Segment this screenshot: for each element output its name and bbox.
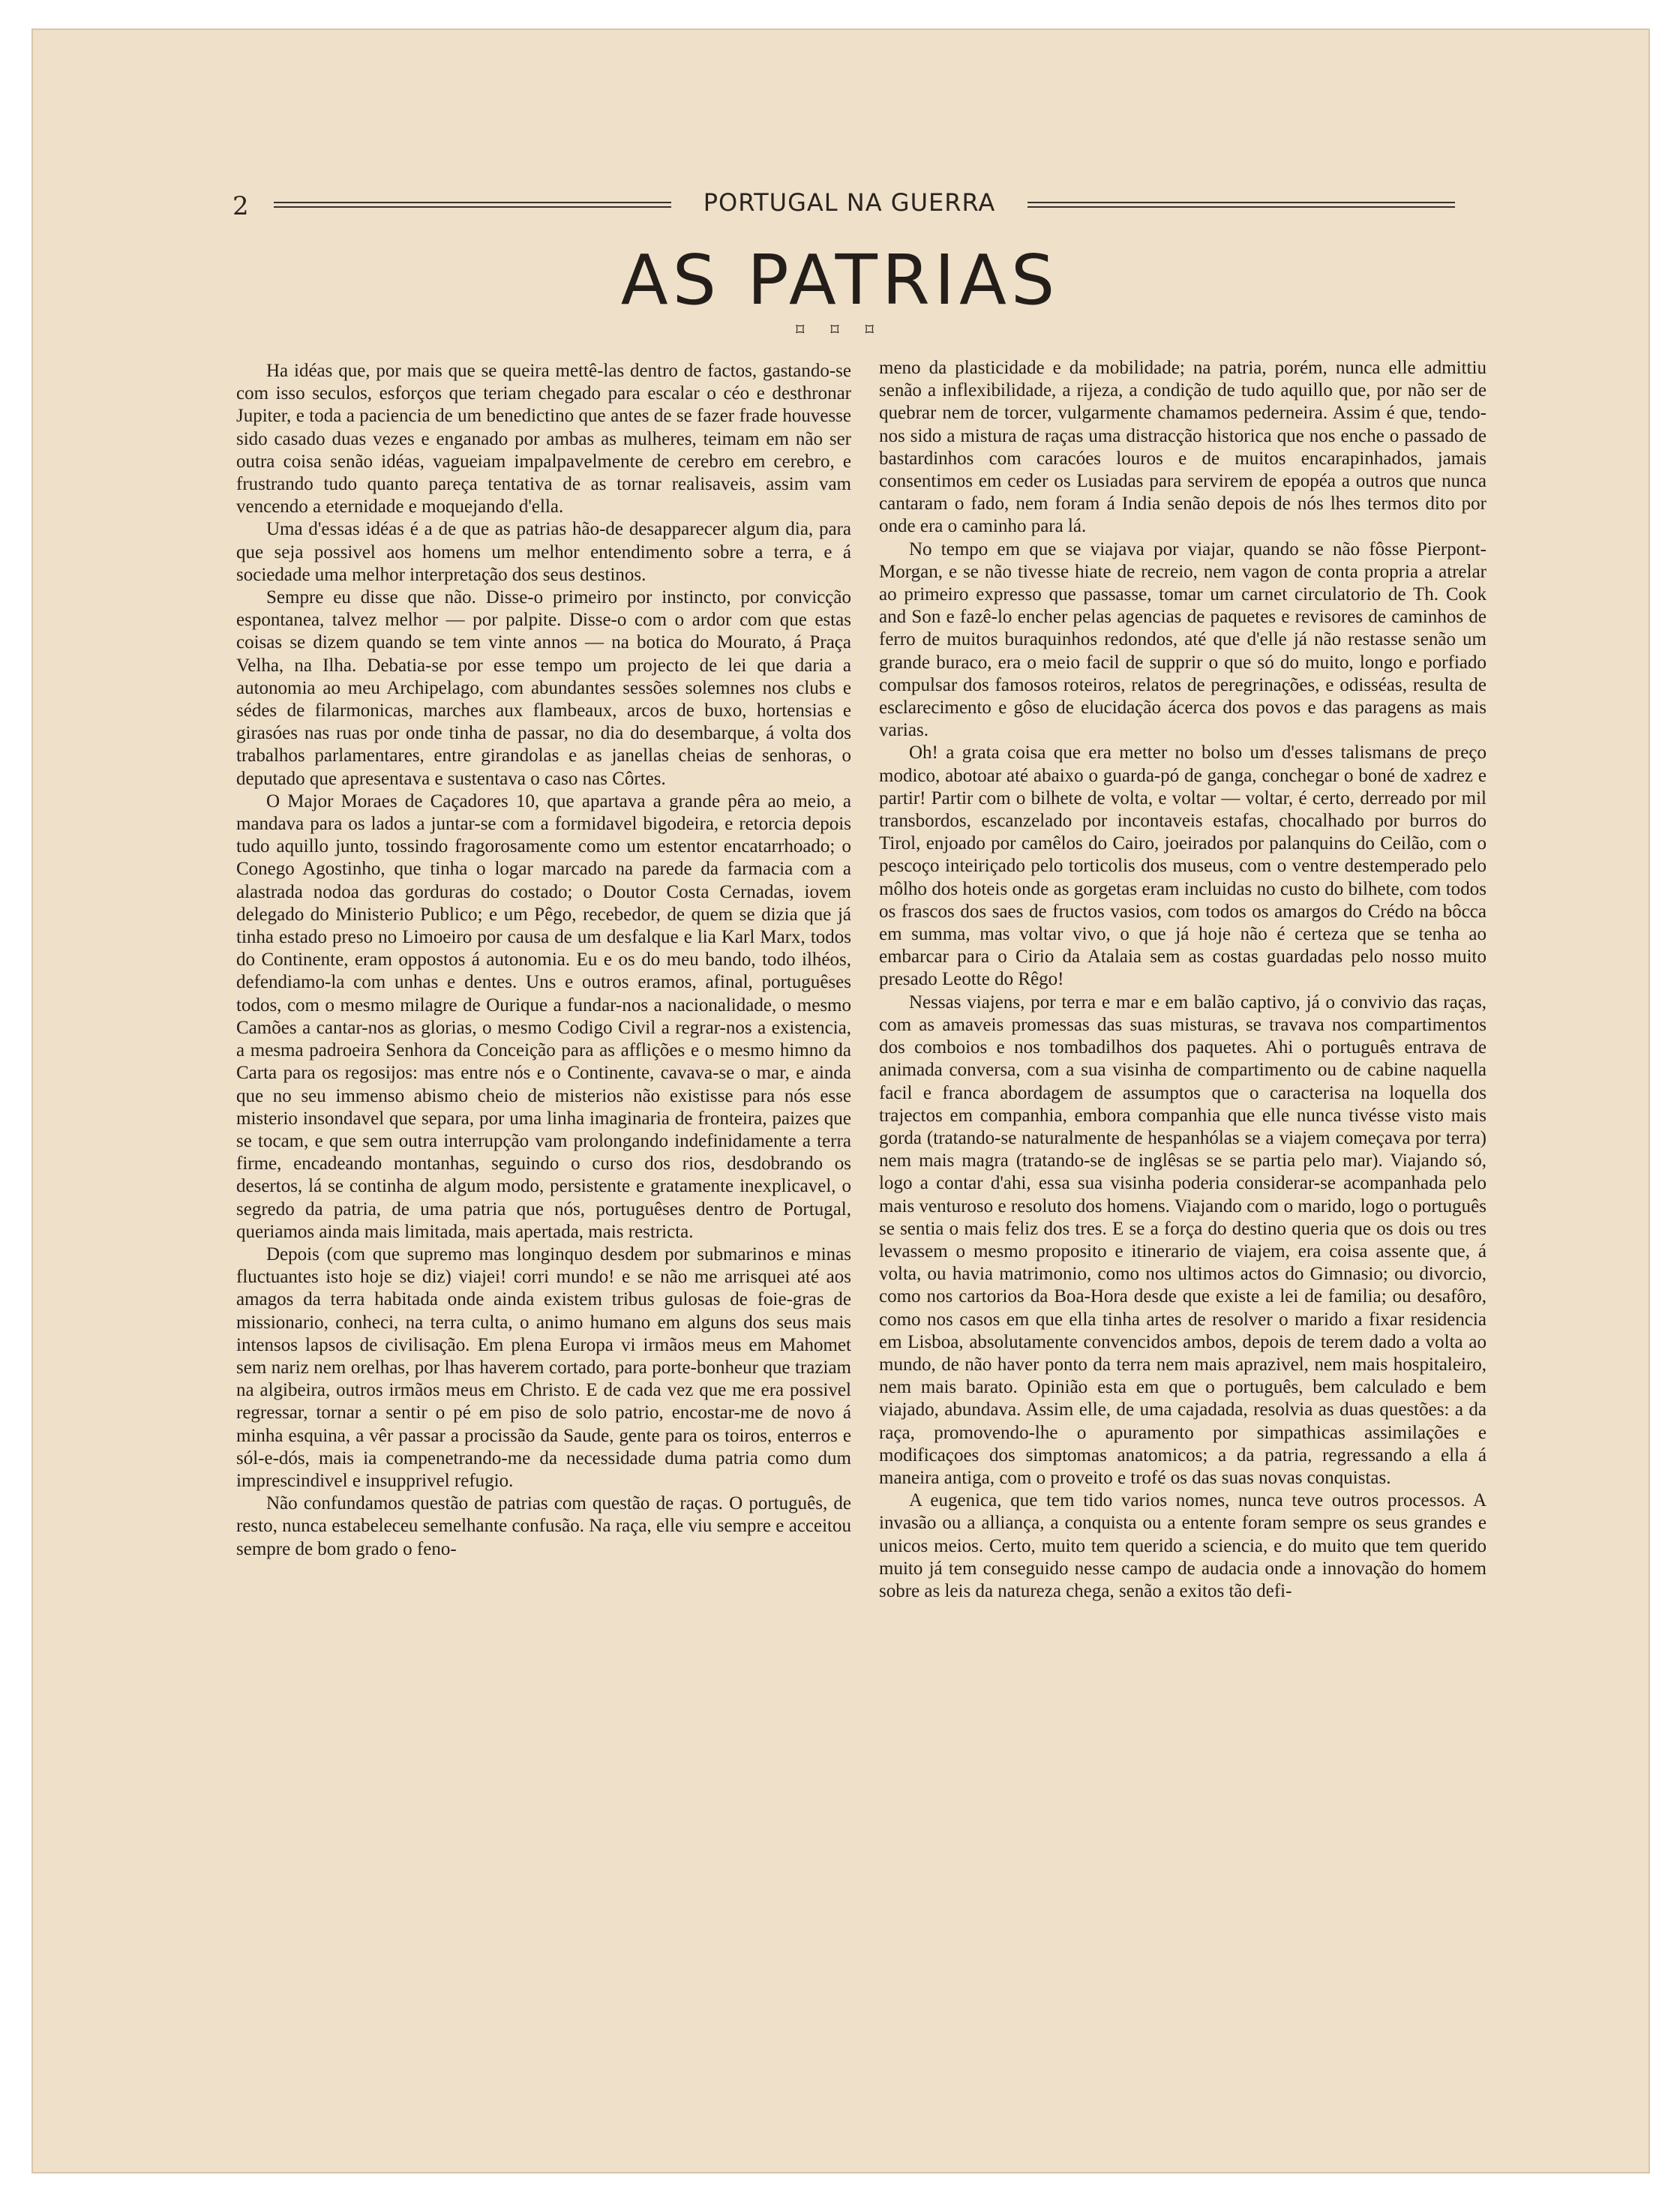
paragraph: No tempo em que se viajava por viajar, quando se não fôsse Pierpont-Morgan, e se não tivesse hiate de recreio, nem vagon de conta propria a atrelar ao primeiro expresso que passasse, tomar um carnet circulatorio de Th. Cook and Son e fazê-lo encher pelas agencias de paquetes e revisores de caminhos de ferro de muitos buraquinhos redondos, até que d'elle já não restasse senão um grande buraco, era o meio facil de supprir o que só do muito, longo e porfiado compulsar dos famosos roteiros, relatos de peregrinações, e odisséas, resulta de esclarecimento e gôso de elucidação ácerca dos povos e das paragens as mais varias.: [879, 538, 1486, 741]
paragraph: Ha idéas que, por mais que se queira mettê-las dentro de factos, gastando-se com isso seculos, esforços que teriam chegado para escalar o céo e desthronar Jupiter, e toda a paciencia de um benedictino que antes de se fazer frade houvesse sido casado duas vezes e enganado por ambas as mulheres, teimam em não ser outra coisa senão idéas, vagueiam impalpavelmente de cerebro em cerebro, e frustrando tudo quanto pareça tentativa de as tornar realisaveis, assim vam vencendo a eternidade e moquejando d'ella.: [236, 361, 851, 518]
paragraph: meno da plasticidade e da mobilidade; na patria, porém, nunca elle admittiu senão a inflexibilidade, a rijeza, a condição de tudo aquillo que, por não ser de quebrar nem de torcer, vulgarmente chamamos pederneira. Assim é que, tendo-nos sido a mistura de raças uma distracção historica que nos enche o passado de bastardinhos com caracóes louros e de muitos encarapinhados, jamais consentimos em ceder os Lusiadas para servirem de epopéa a outros que nunca cantaram o fado, nem foram á India senão depois de nós lhes termos dito por onde era o caminho para lá.: [879, 358, 1486, 537]
paragraph: Uma d'essas idéas é a de que as patrias hão-de desapparecer algum dia, para que seja possivel aos homens um melhor entendimento sobre a terra, e á sociedade uma melhor interpretação dos seus destinos.: [236, 519, 851, 585]
page-number: 2: [232, 191, 249, 221]
right-column: [879, 357, 1486, 1603]
ornament-divider: ⌑ ⌑ ⌑: [796, 321, 884, 340]
paragraph: Não confundamos questão de patrias com questão de raças. O português, de resto, nunca estabeleceu semelhante confusão. Na raça, elle viu sempre e acceitou sempre de bom grado o feno-: [236, 1493, 851, 1559]
header-rule-left: [274, 202, 671, 208]
paragraph: Nessas viajens, por terra e mar e em balão captivo, já o convivio das raças, com as amaveis promessas das suas misturas, se travava nos compartimentos dos comboios e nos tombadilhos dos paquetes. Ahi o português entrava de animada conversa, com a sua visinha de compartimento ou de cabine naquella facil e franca abordagem de assumptos que o caracterisa na loquella dos trajectos em companhia, embora companhia que elle nunca tivésse visto mais gorda (tratando-se naturalmente de hespanhólas se a viajem começava por terra) nem mais magra (tratando-se de inglêsas se se partia pelo mar). Viajando só, logo a contar d'ahi, essa sua visinha poderia considerar-se acompanhada pelo mais venturoso e resoluto dos homens. Viajando com o marido, logo o português se sentia o mais feliz dos tres. E se a força do destino queria que os dois ou tres levassem o mesmo proposito e itinerario de viajem, era coisa assente que, á volta, ou havia matrimonio, como nos ultimos actos do Gimnasio; ou divorcio, como nos cartorios da Boa-Hora desde que existe a lei de familia; ou desafôro, como nos casos em que ella tinha artes de resolver o marido a fixar residencia em Lisboa, absolutamente convencidos ambos, depois de terem dado a volta ao mundo, de não haver ponto da terra nem mais aprazivel, nem mais hospitaleiro, nem mais barato. Opinião esta em que o português, bem calculado e bem viajado, abundava. Assim elle, de uma cajadada, resolvia as duas questões: a da raça, promovendo-lhe o apuramento por simpathicas assimilações e modificaçoes dos simptomas anatomicos; a da patria, regressando a ella á maneira antiga, com o proveito e trofé os das suas novas conquistas.: [879, 992, 1486, 1488]
article-title: AS PATRIAS: [620, 240, 1060, 320]
paragraph: O Major Moraes de Caçadores 10, que apartava a grande pêra ao meio, a mandava para os lados a juntar-se com a formidavel bigodeira, e retorcia depois tudo aquillo junto, tossindo fragorosamente como um estentor encatarrhoado; o Conego Agostinho, que tinha o logar marcado na parede da farmacia com a alastrada nodoa das gorduras do costado; o Doutor Costa Cernadas, iovem delegado do Ministerio Publico; e um Pêgo, recebedor, de quem se dizia que já tinha estado preso no Limoeiro por causa de um desfalque e lia Karl Marx, todos do Continente, eram oppostos á autonomia. Eu e os do meu bando, todo ilhéos, defendiamo-la com unhas e dentes. Uns e outros eramos, afinal, portuguêses todos, com o mesmo milagre de Ourique a fundar-nos a nacionalidade, o mesmo Camões a cantar-nos as glorias, o mesmo Codigo Civil a regrar-nos a existencia, a mesma padroeira Senhora da Conceição para as afflições e o mesmo himno da Carta para os regosijos: mas entre nós e o Continente, cavava-se o mar, e ainda que no seu immenso abismo cheio de misterios não existisse para nós esse misterio insondavel que separa, por uma linha imaginaria de fronteira, paizes que se tocam, e que sem outra interrupção vam prolongando indefinidamente a terra firme, encadeando montanhas, seguindo o curso dos rios, desdobrando os desertos, lá se continha de algum modo, persistente e gratamente inexplicavel, o segredo da patria, de uma patria que nós, portuguêses dentro de Portugal, queriamos ainda mais limitada, mais apertada, mais restricta.: [236, 790, 851, 1242]
running-title: PORTUGAL NA GUERRA: [703, 188, 996, 217]
paragraph: Sempre eu disse que não. Disse-o primeiro por instincto, por convicção espontanea, talvez melhor — por palpite. Disse-o com o ardor com que estas coisas se dizem quando se tem vinte annos — na botica do Mourato, á Praça Velha, na Ilha. Debatia-se por esse tempo um projecto de lei que daria a autonomia ao meu Archipelago, com abundantes sessões solemnes nos clubs e sédes de filarmonicas, marches aux flambeaux, arcos de buxo, hortensias e girasóes nas ruas por onde tinha de passar, no dia do desembarque, á volta dos trabalhos parlamentares, entre girandolas e as janellas cheias de senhoras, o deputado que apresentava e sustentava o caso nas Côrtes.: [236, 587, 851, 789]
left-column: [236, 360, 851, 1561]
paragraph: Depois (com que supremo mas longinquo desdem por submarinos e minas fluctuantes isto hoje se diz) viajei! corri mundo! e se não me arrisquei até aos amagos da terra habitada onde ainda existem tribus gulosas de foie-gras de missionario, conheci, na terra culta, o animo humano em alguns dos seus mais intensos lapsos de civilisação. Em plena Europa vi irmãos meus em Mahomet sem nariz nem orelhas, por lhas haverem cortado, para porte-bonheur que traziam na algibeira, outros irmãos meus em Christo. E de cada vez que me era possivel regressar, tornar a sentir o pé em piso de solo patrio, encostar-me de novo á minha esquina, a vêr passar a procissão da Saude, gente para os toiros, enterros e sól-e-dós, mais ia compenetrando-me da necessidade duma patria como dum imprescindivel e insupprivel refugio.: [236, 1244, 851, 1491]
page-header: [232, 188, 1462, 221]
paragraph: Oh! a grata coisa que era metter no bolso um d'esses talismans de preço modico, abotoar até abaixo o guarda-pó de ganga, conchegar o boné de xadrez e partir! Partir com o bilhete de volta, e voltar — voltar, é certo, derreado por mil transbordos, escanzelado por incontaveis estafas, chocalhado por burros do Tirol, enjoado por camêlos do Cairo, joeirados por palanquins do Ceilão, com o pescoço inteiriçado pelo torticolis dos museus, com o ventre destemperado pelo môlho dos hoteis onde as gorgetas eram incluidas no custo do bilhete, com todos os frascos dos saes de fructos vasios, com todos os amargos do Crédo na bôcca em summa, mas voltar vivo, o que já hoje não é certeza que se tenha ao embarcar para o Cirio da Atalaia sem as costas guardadas pelo nosso muito presado Leotte do Rêgo!: [879, 742, 1486, 990]
header-rule-right: [1028, 202, 1455, 208]
paragraph: A eugenica, que tem tido varios nomes, nunca teve outros processos. A invasão ou a alliança, a conquista ou a entente foram sempre os seus grandes e unicos meios. Certo, muito tem querido a sciencia, e do muito que tem querido muito já tem conseguido nesse campo de audacia onde a innovação do homem sobre as leis da natureza chega, senão a exitos tão defi-: [879, 1490, 1486, 1601]
